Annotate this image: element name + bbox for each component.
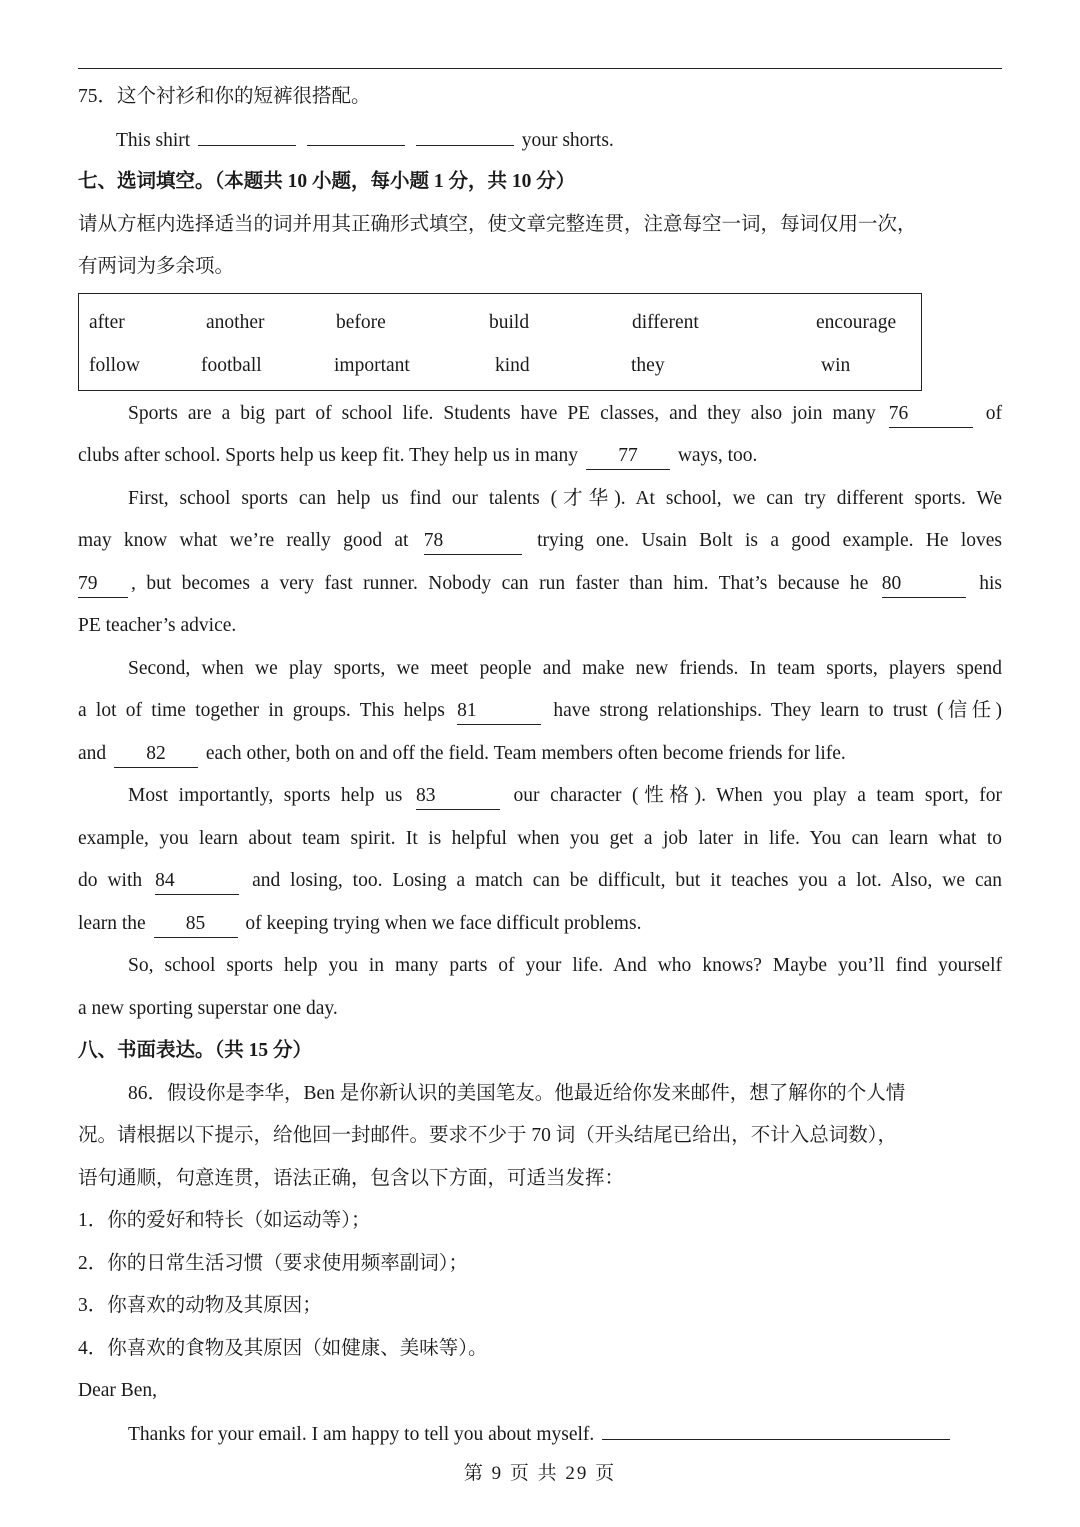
passage-text: learn the [78,912,146,934]
passage-text: of keeping trying when we face difficult problems. [245,912,642,934]
q75-blank-2[interactable] [307,119,405,146]
word-option: another [206,311,265,333]
passage-text: Sports are a big part of school life. Students have PE classes, and they also join many [128,402,876,424]
blank-79[interactable]: 79 [78,571,128,598]
passage-text: PE teacher’s advice. [78,615,237,636]
word-box-row-2 [79,345,921,387]
q86-prompt-2: 况。请根据以下提示，给他回一封邮件。要求不少于 70 词（开头结尾已给出，不计入总词数）， [78,1125,898,1146]
passage-line [78,903,1002,946]
blank-80[interactable]: 80 [882,571,966,598]
section7-instruction-2: 有两词为多余项。 [78,256,235,277]
word-option: win [821,354,851,376]
passage-text: Most importantly, sports help us [128,785,403,806]
word-box-row-1 [79,302,921,344]
word-option: follow [89,354,140,376]
passage-line [78,393,1002,436]
passage-text: our character (性格). When you play a team sport, for [513,785,1002,806]
q86-point: 3．你喜欢的动物及其原因； [78,1295,322,1316]
blank-82[interactable]: 82 [114,741,198,768]
section7-instruction-1: 请从方框内选择适当的词并用其正确形式填空，使文章完整连贯，注意每空一词，每词仅用一次， [78,213,917,235]
passage-line [78,945,1002,988]
q86-point: 1．你的爱好和特长（如运动等）； [78,1210,371,1231]
q86-point: 2．你的日常生活习惯（要求使用频率副词）； [78,1252,469,1274]
passage-text: a new sporting superstar one day. [78,997,338,1019]
page-footer: 第 9 页 共 29 页 [463,1463,617,1484]
passage-line [78,563,1002,606]
passage-line [78,690,1002,733]
word-option: different [632,311,699,333]
passage-line [78,988,1002,1031]
blank-84[interactable]: 84 [155,868,239,895]
blank-81[interactable]: 81 [457,698,541,725]
passage-text: trying one. Usain Bolt is a good example. He loves [537,530,1002,551]
passage-text: do with [78,870,143,891]
passage-line [78,478,1002,521]
letter-opening-line [78,1413,1002,1456]
passage-line [78,648,1002,691]
q86-prompt-3: 语句通顺，句意连贯，语法正确，包含以下方面，可适当发挥： [78,1167,625,1189]
passage-text: So, school sports help you in many parts of your life. And who knows? Maybe you’ll find yourself [128,955,1002,976]
passage-text: , but becomes a very fast runner. Nobody can run faster than him. That’s because he [131,572,869,594]
section8-heading: 八、书面表达。（共 15 分） [78,1040,313,1061]
top-rule [78,68,1002,69]
q75-blank-1[interactable] [198,119,296,146]
passage-text: and [78,742,107,764]
q75-chinese: 75．这个衬衫和你的短裤很搭配。 [78,86,371,107]
letter-greeting: Dear Ben, [78,1380,158,1401]
passage-text: and losing, too. Losing a match can be difficult, but it teaches you a lot. Also, we can [252,870,1002,891]
passage-text: may know what we’re really good at [78,530,409,551]
word-option: encourage [816,311,897,333]
passage-line [78,733,1002,776]
word-option: important [334,354,410,376]
passage-line [78,818,1002,861]
word-option: before [336,311,386,333]
passage-line [78,520,1002,563]
letter-opening: Thanks for your email. I am happy to tell you about myself. [128,1423,595,1445]
q75-english [78,119,1002,162]
passage-text: ways, too. [677,445,758,466]
passage-text: First, school sports can help us find our talents (才华). At school, we can try different sports. We [128,487,1002,509]
q86-point: 4．你喜欢的食物及其原因（如健康、美味等）。 [78,1337,488,1359]
word-option: kind [495,354,530,376]
blank-83[interactable]: 83 [416,783,500,810]
word-option: after [89,311,125,333]
blank-77[interactable]: 77 [586,443,670,470]
passage-text: clubs after school. Sports help us keep fit. They help us in many [78,445,579,466]
passage-line [78,775,1002,818]
passage-line [78,435,1002,478]
page-content [78,76,1002,1455]
passage-text: a lot of time together in groups. This helps [78,700,445,721]
passage-text: Second, when we play sports, we meet people and make new friends. In team sports, players spend [128,657,1002,679]
passage-line [78,605,1002,648]
passage-text: his [979,572,1002,594]
passage-line [78,860,1002,903]
q75-prefix: This shirt [116,129,191,151]
q75-suffix: your shorts. [521,129,614,151]
blank-76[interactable]: 76 [889,401,973,428]
passage-text: have strong relationships. They learn to trust (信任) [553,700,1002,721]
q75-blank-3[interactable] [416,119,514,146]
word-box [78,293,922,391]
passage-text: example, you learn about team spirit. It is helpful when you get a job later in life. You can learn what to [78,827,1002,849]
passage-text: each other, both on and off the field. Team members often become friends for life. [205,742,846,764]
word-option: they [631,354,665,376]
essay-answer-line[interactable] [602,1413,950,1440]
blank-85[interactable]: 85 [154,911,238,938]
blank-78[interactable]: 78 [424,528,522,555]
word-option: build [489,311,530,333]
passage-text: of [985,402,1002,424]
word-option: football [201,354,262,376]
section7-heading: 七、选词填空。（本题共 10 小题，每小题 1 分，共 10 分） [78,171,576,192]
q86-prompt-1: 86．假设你是李华，Ben 是你新认识的美国笔友。他最近给你发来邮件，想了解你的个人情 [128,1082,906,1104]
